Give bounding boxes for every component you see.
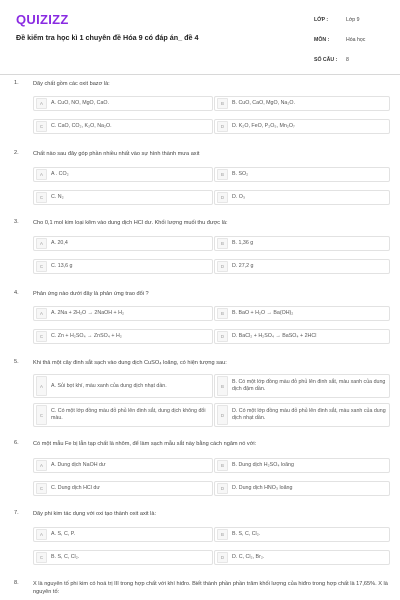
option-letter: A: [36, 376, 47, 396]
option-text: D. C, Cl₂, Br₂.: [232, 554, 265, 560]
option-text: D. K₂O, FeO, P₂O₅, Mn₂O₇: [232, 123, 295, 129]
class-value: Lớp 9: [346, 17, 360, 23]
question-number: 4.: [14, 290, 19, 296]
option-text: B. CuO, CaO, MgO, Na₂O.: [232, 100, 295, 106]
option-letter: A: [36, 98, 47, 109]
option-c[interactable]: [33, 190, 213, 205]
question-text: Khi thả một cây đinh sắt sạch vào dung dịch CuSO₄ loãng, có hiện tượng sau:: [33, 360, 227, 366]
option-letter: B: [217, 238, 228, 249]
class-row: [314, 10, 394, 30]
option-c[interactable]: [33, 550, 213, 565]
option-letter: B: [217, 308, 228, 319]
option-letter: D: [217, 192, 228, 203]
option-b[interactable]: [214, 374, 390, 398]
question-number: 6.: [14, 440, 19, 446]
option-letter: D: [217, 552, 228, 563]
option-letter: D: [217, 483, 228, 494]
option-text: A. Dung dịch NaOH dư: [51, 462, 106, 468]
option-d[interactable]: [214, 190, 390, 205]
option-text: C. 13,6 g: [51, 263, 73, 269]
question-number: 7.: [14, 510, 19, 516]
option-letter: A: [36, 529, 47, 540]
option-text: B. Có một lớp đồng màu đỏ phủ lên đinh sắt, màu xanh của dung dịch đậm dần.: [232, 379, 386, 392]
option-text: D. O₃: [232, 194, 246, 200]
quizizz-logo: QUIZIZZ: [16, 12, 69, 27]
option-a[interactable]: [33, 527, 213, 542]
option-letter: C: [36, 483, 47, 494]
option-letter: A: [36, 169, 47, 180]
option-text: B. BaO + H₂O → Ba(OH)₂: [232, 310, 294, 316]
option-text: C. Zn + H₂SO₄ → ZnSO₄ + H₂: [51, 333, 122, 339]
question-text: Cho 0,1 mol kim loại kẽm vào dung dịch HCl dư. Khối lượng muối thu được là:: [33, 220, 228, 226]
option-b[interactable]: [214, 96, 390, 111]
question-text: Chất nào sau đây góp phần nhiều nhất vào sự hình thành mưa axit: [33, 151, 200, 157]
question-count-label: SỐ CÂU :: [314, 57, 338, 63]
class-label: LỚP :: [314, 17, 329, 23]
option-letter: D: [217, 121, 228, 132]
option-a[interactable]: [33, 96, 213, 111]
option-text: C. CaO, CO₂, K₂O, Na₂O.: [51, 123, 112, 129]
option-a[interactable]: [33, 458, 213, 473]
option-text: B. Dung dịch H₂SO₄ loãng: [232, 462, 294, 468]
question-count-row: [314, 50, 394, 70]
option-c[interactable]: [33, 481, 213, 496]
option-text: B. 1,36 g: [232, 240, 254, 246]
option-c[interactable]: [33, 403, 213, 427]
option-letter: B: [217, 376, 228, 396]
option-b[interactable]: [214, 527, 390, 542]
question-text: X là nguyên tố phi kim có hoá trị III trong hợp chất với khí hiđro. Biết thành phần phần trăm khối lượng của hiđro trong hợp chất là 17,65%. X là nguyên tố:: [33, 581, 388, 595]
option-text: D. Dung dịch HNO₃ loãng: [232, 485, 293, 491]
option-text: C. N₂: [51, 194, 64, 200]
option-text: B. S, C, Cl₂.: [51, 554, 80, 560]
option-text: B. SO₂: [232, 171, 249, 177]
option-letter: A: [36, 308, 47, 319]
page-title: Đề kiểm tra học kì 1 chuyên đề Hóa 9 có đáp án_ đề 4: [16, 33, 199, 42]
subject-label: MÔN :: [314, 37, 330, 43]
option-text: A . CO₂: [51, 171, 69, 177]
option-text: C. Dung dịch HCl dư: [51, 485, 100, 491]
option-text: A. 2Na + 2H₂O → 2NaOH + H₂: [51, 310, 124, 316]
option-letter: B: [217, 98, 228, 109]
option-letter: B: [217, 169, 228, 180]
option-letter: C: [36, 405, 47, 425]
option-b[interactable]: [214, 167, 390, 182]
option-c[interactable]: [33, 259, 213, 274]
option-c[interactable]: [33, 329, 213, 344]
option-text: A. CuO, NO, MgO, CaO.: [51, 100, 109, 106]
question-text: Dãy phi kim tác dụng với oxi tạo thành oxit axit là:: [33, 511, 157, 517]
option-letter: D: [217, 405, 228, 425]
option-b[interactable]: [214, 236, 390, 251]
question-number: 8.: [14, 580, 19, 586]
option-b[interactable]: [214, 458, 390, 473]
option-letter: C: [36, 261, 47, 272]
option-text: D. BaCl₂ + H₂SO₄ → BaSO₄ + 2HCl: [232, 333, 317, 339]
question-number: 1.: [14, 80, 19, 86]
option-letter: D: [217, 331, 228, 342]
option-text: A. 20,4: [51, 240, 68, 246]
option-letter: B: [217, 460, 228, 471]
option-letter: C: [36, 552, 47, 563]
option-text: B. S, C, Cl₂.: [232, 531, 261, 537]
option-letter: C: [36, 121, 47, 132]
option-d[interactable]: [214, 481, 390, 496]
option-letter: A: [36, 460, 47, 471]
option-d[interactable]: [214, 403, 390, 427]
option-a[interactable]: [33, 374, 213, 398]
question-count-value: 8: [346, 57, 349, 63]
option-a[interactable]: [33, 167, 213, 182]
option-letter: C: [36, 331, 47, 342]
worksheet-meta: [314, 10, 394, 70]
question-text: Có một mẫu Fe bị lẫn tạp chất là nhôm, để làm sạch mẫu sắt này bằng cách ngâm nó với:: [33, 441, 257, 447]
question-number: 2.: [14, 150, 19, 156]
option-d[interactable]: [214, 259, 390, 274]
option-d[interactable]: [214, 329, 390, 344]
question-text: Dãy chất gồm các oxit bazơ là:: [33, 81, 110, 87]
question-number: 5.: [14, 359, 19, 365]
option-d[interactable]: [214, 119, 390, 134]
option-letter: B: [217, 529, 228, 540]
option-d[interactable]: [214, 550, 390, 565]
subject-value: Hóa học: [346, 37, 366, 43]
question-number: 3.: [14, 219, 19, 225]
option-text: D. 27,2 g: [232, 263, 254, 269]
worksheet-header: [0, 0, 400, 75]
option-text: A. S, C, P.: [51, 531, 76, 537]
option-text: C. Có một lớp đồng màu đỏ phủ lên đinh sắt, dung dịch không đổi màu.: [51, 408, 206, 421]
subject-row: [314, 30, 394, 50]
option-letter: D: [217, 261, 228, 272]
option-c[interactable]: [33, 119, 213, 134]
option-b[interactable]: [214, 306, 390, 321]
option-text: A. Sủi bọt khí, màu xanh của dung dịch nhạt dần.: [51, 382, 167, 389]
option-a[interactable]: [33, 236, 213, 251]
option-text: D. Có một lớp đồng màu đỏ phủ lên đinh sắt, màu xanh của dung dịch nhạt dần.: [232, 408, 386, 421]
option-a[interactable]: [33, 306, 213, 321]
option-letter: A: [36, 238, 47, 249]
question-text: Phản ứng nào dưới đây là phản ứng trao đổi ?: [33, 291, 149, 297]
option-letter: C: [36, 192, 47, 203]
